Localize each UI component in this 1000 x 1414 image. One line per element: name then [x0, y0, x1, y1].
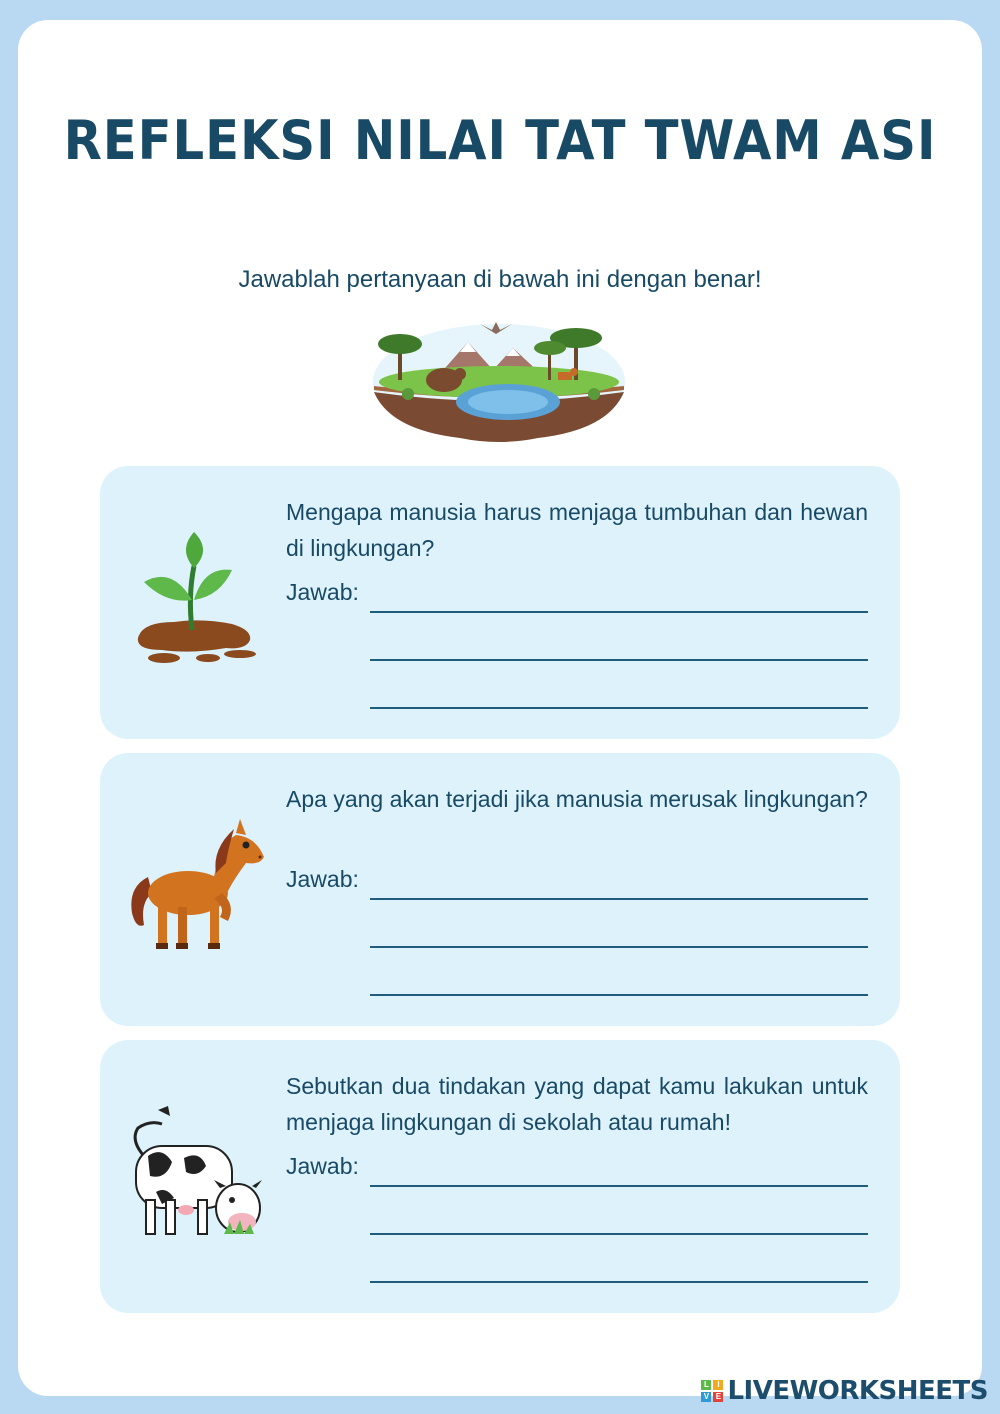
page-subtitle: Jawablah pertanyaan di bawah ini dengan benar!: [238, 266, 762, 293]
answer-line[interactable]: [370, 659, 868, 661]
logo-letter: V: [701, 1392, 711, 1402]
answer-line[interactable]: [370, 1185, 868, 1187]
answer-label: Jawab:: [286, 866, 359, 892]
answer-line[interactable]: [370, 1281, 868, 1283]
ecosystem-illustration: [368, 310, 630, 446]
logo-grid-icon: [701, 1380, 723, 1402]
question-text: Mengapa manusia harus menjaga tumbuhan dan hewan di lingkungan?: [286, 499, 868, 561]
answer-label: Jawab:: [286, 579, 359, 605]
cow-icon: [128, 1100, 268, 1250]
answer-line[interactable]: [370, 1233, 868, 1235]
question-text: Sebutkan dua tindakan yang dapat kamu lakukan untuk menjaga lingkungan di sekolah atau rumah!: [286, 1073, 868, 1135]
answer-label: Jawab:: [286, 1153, 359, 1179]
page-title: REFLEKSI NILAI TAT TWAM ASI: [63, 109, 937, 172]
answer-line[interactable]: [370, 994, 868, 996]
sprout-icon: [128, 526, 268, 676]
brand-name: LIVEWORKSHEETS: [727, 1376, 988, 1406]
answer-line[interactable]: [370, 946, 868, 948]
answer-line[interactable]: [370, 707, 868, 709]
answer-line[interactable]: [370, 611, 868, 613]
logo-letter: I: [713, 1380, 723, 1390]
question-card: [100, 466, 900, 739]
answer-line[interactable]: [370, 898, 868, 900]
question-text: Apa yang akan terjadi jika manusia merusak lingkungan?: [286, 786, 868, 812]
liveworksheets-logo[interactable]: [701, 1376, 988, 1406]
question-card: [100, 753, 900, 1026]
question-card: [100, 1040, 900, 1313]
logo-letter: E: [713, 1392, 723, 1402]
horse-icon: [128, 813, 268, 963]
logo-letter: L: [701, 1380, 711, 1390]
